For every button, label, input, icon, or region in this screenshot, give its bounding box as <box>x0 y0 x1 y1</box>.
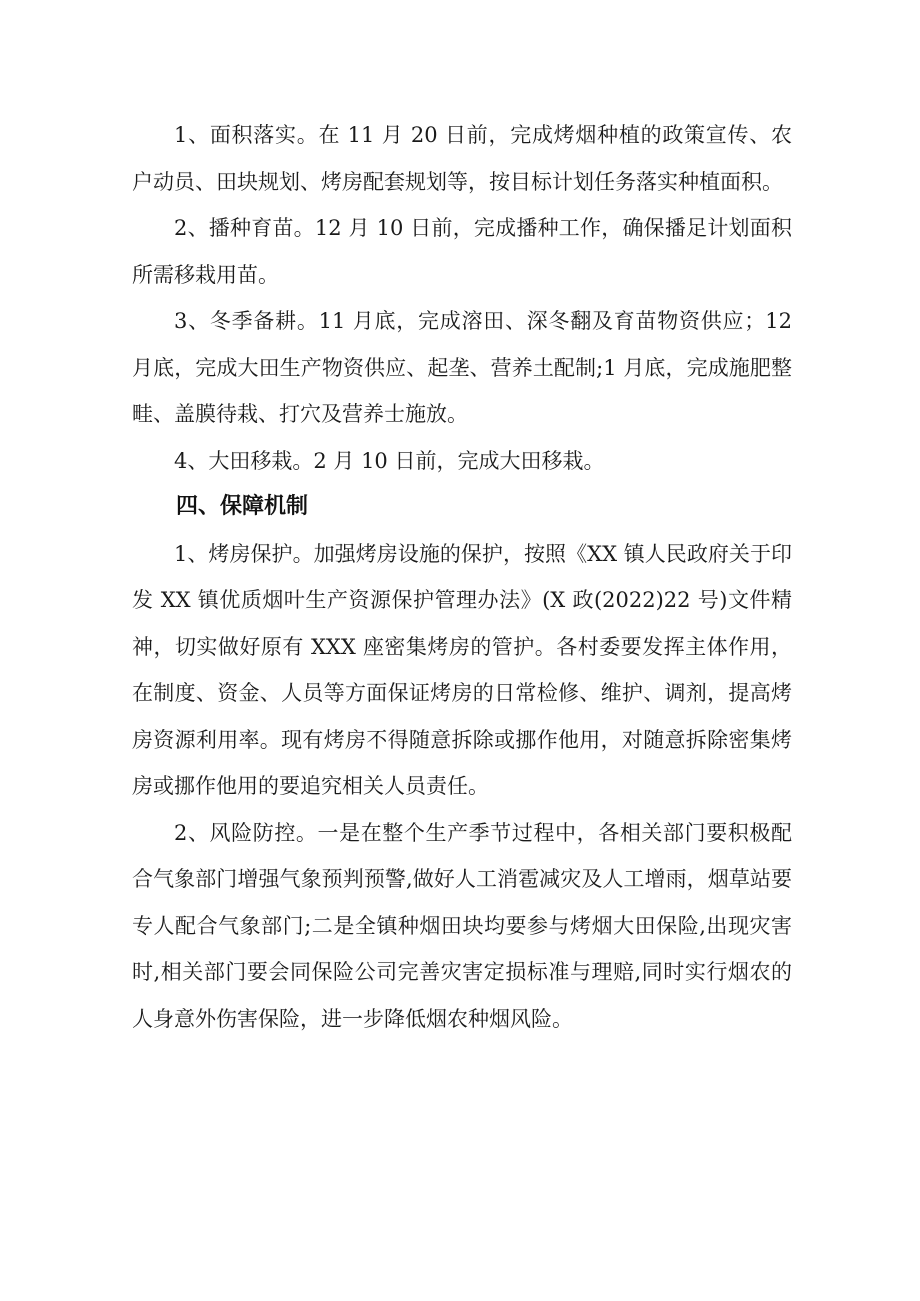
document-body <box>132 112 792 1042</box>
section-heading-safeguards: 四、保障机制 <box>176 494 309 519</box>
paragraph-risk-control: 2、风险防控。一是在整个生产季节过程中，各相关部门要积极配合气象部门增强气象预判预警,做好人工消雹减灾及人工增雨，烟草站要专人配合气象部门;二是全镇种烟田块均要参与烤烟大田保险,出现灾害时,相关部门要会同保险公司完善灾害定损标准与理赔,同时实行烟农的人身意外伤害保险，进一步降低烟农种烟风险。 <box>132 820 792 1031</box>
paragraph-field-transplanting: 4、大田移栽。2 月 10 日前，完成大田移栽。 <box>174 448 605 473</box>
paragraph-curing-barn-protection: 1、烤房保护。加强烤房设施的保护，按照《XX 镇人民政府关于印发 XX 镇优质烟叶生产资源保护管理办法》(X 政(2022)22 号)文件精神，切实做好原有 XXX 座密集烤房的管护。各村委要发挥主体作用，在制度、资金、人员等方面保证烤房的日常检修、维护、调剂，提高烤房资源利用率。现有烤房不得随意拆除或挪作他用，对随意拆除密集烤房或挪作他用的要追究相关人员责任。 <box>132 541 792 798</box>
paragraph-area-implementation: 1、面积落实。在 11 月 20 日前，完成烤烟种植的政策宣传、农户动员、田块规划、烤房配套规划等，按目标计划任务落实种植面积。 <box>132 123 792 194</box>
paragraph-sowing-seedlings: 2、播种育苗。12 月 10 日前，完成播种工作，确保播足计划面积所需移栽用苗。 <box>132 216 792 287</box>
paragraph-winter-preparation: 3、冬季备耕。11 月底，完成溶田、深冬翻及育苗物资供应；12 月底，完成大田生产物资供应、起垄、营养土配制;1 月底，完成施肥整畦、盖膜待栽、打穴及营养士施放。 <box>132 309 792 426</box>
